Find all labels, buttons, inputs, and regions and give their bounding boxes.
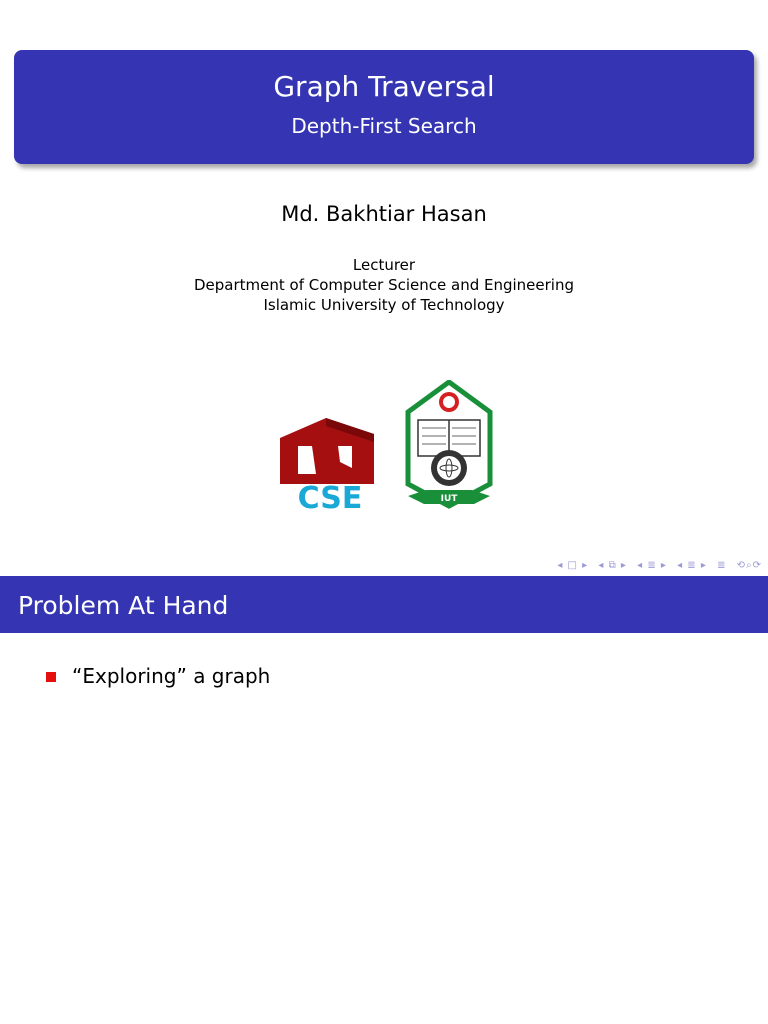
bullet-text: “Exploring” a graph bbox=[72, 664, 271, 688]
frame-title-bar bbox=[0, 576, 768, 633]
presentation-title: Graph Traversal bbox=[273, 70, 495, 103]
content-slide bbox=[0, 576, 768, 1024]
cse-logo-text: CSE bbox=[297, 481, 363, 516]
author-university: Islamic University of Technology bbox=[263, 296, 505, 314]
search-icon[interactable]: ⟲⌕⟳ bbox=[736, 560, 762, 571]
subsection-nav-icon[interactable]: ◂ ⧉ ▸ bbox=[598, 560, 627, 571]
presentation-subtitle: Depth-First Search bbox=[291, 114, 477, 138]
author-role: Lecturer bbox=[352, 256, 416, 274]
presentation-nav-icon[interactable]: ◂ ≣ ▸ bbox=[677, 560, 707, 571]
bullet-marker-icon bbox=[46, 672, 56, 682]
frame-nav-icon[interactable]: ◂ □ ▸ bbox=[557, 560, 589, 571]
section-nav-icon[interactable]: ◂ ≣ ▸ bbox=[637, 560, 667, 571]
title-block bbox=[14, 50, 754, 164]
frame-title: Problem At Hand bbox=[18, 591, 229, 620]
author-department: Department of Computer Science and Engineering bbox=[193, 276, 574, 294]
cse-logo bbox=[278, 416, 378, 516]
align-icon[interactable]: ≣ bbox=[717, 560, 727, 571]
beamer-navigation-bar[interactable] bbox=[551, 560, 762, 576]
iut-logo-text: IUT bbox=[440, 494, 458, 504]
iut-logo bbox=[404, 380, 494, 520]
author-name: Md. Bakhtiar Hasan bbox=[281, 202, 487, 226]
